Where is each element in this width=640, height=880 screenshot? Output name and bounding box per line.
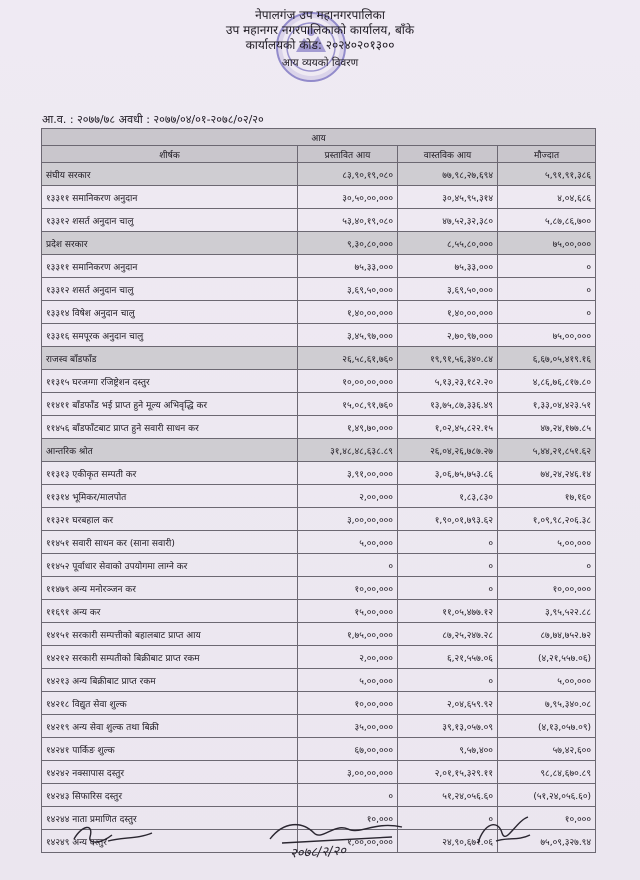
row-actual-cell: २४,९०,६७२.०६ [398,830,498,853]
row-proposed-cell: ३,९१,००,००० [298,462,398,485]
row-balance-cell: ३,९५,५२२.८८ [498,600,596,623]
row-proposed-cell: ३१,४८,४८,६३८.८९ [298,439,398,462]
table-row [42,324,596,347]
row-actual-cell: ७५,३३,००० [398,255,498,278]
row-title-cell: १३३११ समानिकरण अनुदान [42,255,298,278]
row-balance-cell: ४,०४,६८६ [498,186,596,209]
row-balance-cell: ७४,२४,२४६.१४ [498,462,596,485]
table-column-header-row [42,146,596,163]
table-row [42,646,596,669]
table-row [42,508,596,531]
row-title-cell: ११३२१ घरबहाल कर [42,508,298,531]
row-balance-cell: ७५,००,००० [498,232,596,255]
row-title-cell: १४२४१ पार्किङ शुल्क [42,738,298,761]
row-title-cell: १४२४४ नाता प्रमाणित दस्तुर [42,807,298,830]
row-actual-cell: ४७,५२,३२,३८० [398,209,498,232]
row-balance-cell: १०,००,००० [498,577,596,600]
row-proposed-cell: १०,००,००,००० [298,370,398,393]
table-row [42,485,596,508]
row-balance-cell: ५,००,००० [498,669,596,692]
row-proposed-cell: १,४९,७०,००० [298,416,398,439]
row-actual-cell: १,४०,००,००० [398,301,498,324]
row-actual-cell: ३९,१३,०५७.०९ [398,715,498,738]
row-balance-cell: ५,८७,८६,७०० [498,209,596,232]
row-title-cell: ११४५१ सवारी साधन कर (साना सवारी) [42,531,298,554]
row-title-cell: ११४५२ पूर्वाधार सेवाको उपयोगमा लाग्ने कर [42,554,298,577]
table-group-header: आय [42,129,596,146]
signature-date: २०७८/२/२० [289,843,347,862]
row-balance-cell: (५१,२४,०५६.६०) [498,784,596,807]
row-actual-cell: १३,७५,८७,३३६.४९ [398,393,498,416]
row-proposed-cell: १५,००,००० [298,600,398,623]
row-actual-cell: ० [398,554,498,577]
row-actual-cell: २६,०४,२६,७८७.२७ [398,439,498,462]
table-row [42,692,596,715]
table-section-row [42,439,596,462]
row-proposed-cell: ३,००,००,००० [298,761,398,784]
row-balance-cell: ० [498,278,596,301]
row-proposed-cell: २,००,००० [298,485,398,508]
row-balance-cell: ० [498,301,596,324]
income-table [41,128,596,853]
row-actual-cell: २,७०,९७,००० [398,324,498,347]
column-header-balance: मौज्दात [498,146,596,163]
row-title-cell: ११३१३ एकीकृत सम्पती कर [42,462,298,485]
row-actual-cell: २,०१,१५,३२९.११ [398,761,498,784]
row-balance-cell: ५,९१,९१,३८६ [498,163,596,186]
row-actual-cell: १,८३,८३० [398,485,498,508]
row-title-cell: १३३११ समानिकरण अनुदान [42,186,298,209]
row-balance-cell: ० [498,554,596,577]
row-title-cell: १४२४३ सिफारिस दस्तुर [42,784,298,807]
row-proposed-cell: १,७५,००,००० [298,623,398,646]
row-balance-cell: ७५,००,००० [498,324,596,347]
table-row [42,784,596,807]
table-row [42,623,596,646]
row-proposed-cell: २६,५८,६१,७६० [298,347,398,370]
signature-left [68,815,158,855]
row-title-cell: ११४७९ अन्य मनोरञ्जन कर [42,577,298,600]
fiscal-period: आ.व. : २०७७/७८ अवधी : २०७७/०४/०१-२०७८/०२/२० [42,113,264,126]
row-title-cell: १३३१६ समपूरक अनुदान चालु [42,324,298,347]
row-proposed-cell: ० [298,784,398,807]
row-title-cell: १३३१४ विषेश अनुदान चालु [42,301,298,324]
row-proposed-cell: १०,००,००० [298,577,398,600]
row-proposed-cell: १,४०,००,००० [298,301,398,324]
row-title-cell: १३३१२ शसर्त अनुदान चालु [42,209,298,232]
row-proposed-cell: १०,००० [298,807,398,830]
row-actual-cell: ० [398,807,498,830]
row-proposed-cell: ९,३०,८०,००० [298,232,398,255]
row-actual-cell: ८७,२५,२४७.२८ [398,623,498,646]
row-balance-cell: ५,४४,२१,८५१.६२ [498,439,596,462]
row-balance-cell: (४,२१,५५७.०६) [498,646,596,669]
row-proposed-cell: १,००,००,००० [298,830,398,853]
table-row [42,416,596,439]
row-balance-cell: ७५,०९,३२७.९४ [498,830,596,853]
table-row [42,186,596,209]
row-title-cell: संघीय सरकार [42,163,298,186]
header-subtitle: आय व्ययको विवरण [281,57,359,69]
row-actual-cell: २,०४,६५९.९२ [398,692,498,715]
row-proposed-cell: ३५,००,००० [298,715,398,738]
row-title-cell: ११४११ बाँडफाँड भई प्राप्त हुने मूल्य अभिवृद्धि कर [42,393,298,416]
row-balance-cell: १,०९,९८,२०६.३८ [498,508,596,531]
row-title-cell: १४१५१ सरकारी सम्पत्तीको बहालबाट प्राप्त आय [42,623,298,646]
row-proposed-cell: २,००,००० [298,646,398,669]
row-actual-cell: ११,०५,४७७.१२ [398,600,498,623]
table-row [42,301,596,324]
row-actual-cell: ५,१३,२३,१८२.२० [398,370,498,393]
header-line-2: उप महानगर नगरपालिकाको कार्यालय, बाँके [225,23,415,37]
table-row [42,209,596,232]
row-actual-cell: ० [398,531,498,554]
row-balance-cell: ८७,७४,७५२.७२ [498,623,596,646]
table-row [42,255,596,278]
row-balance-cell: १०,००० [498,807,596,830]
table-row [42,278,596,301]
row-proposed-cell: ३,६९,५०,००० [298,278,398,301]
row-proposed-cell: १०,००,००० [298,692,398,715]
row-proposed-cell: १५,०८,९१,७६० [298,393,398,416]
row-actual-cell: ० [398,577,498,600]
table-row [42,577,596,600]
row-title-cell: आन्तरिक श्रोत [42,439,298,462]
header-line-1: नेपालगंज उप महानगरपालिका [255,8,385,22]
row-balance-cell: ७,९५,३४०.०८ [498,692,596,715]
table-row [42,462,596,485]
row-title-cell: १४२१३ अन्य बिक्रीबाट प्राप्त रकम [42,669,298,692]
table-section-row [42,232,596,255]
row-actual-cell: ५१,२४,०५६.६० [398,784,498,807]
row-actual-cell: १,०२,४५,८२२.१५ [398,416,498,439]
row-actual-cell: ३,६९,५०,००० [398,278,498,301]
row-actual-cell: ६,२१,५५७.०६ [398,646,498,669]
table-group-header-row [42,129,596,146]
row-actual-cell: ९,५७,४०० [398,738,498,761]
row-title-cell: १३३१२ शसर्त अनुदान चालु [42,278,298,301]
row-actual-cell: ७७,९८,२७,६९४ [398,163,498,186]
row-actual-cell: ० [398,669,498,692]
table-row [42,600,596,623]
row-balance-cell: ६,६७,०५,४१९.१६ [498,347,596,370]
table-row [42,669,596,692]
row-actual-cell: ३०,४५,९५,३१४ [398,186,498,209]
row-title-cell: ११३१५ घरजग्गा रजिष्ट्रेशन दस्तुर [42,370,298,393]
income-table-body [42,163,596,853]
row-actual-cell: ३,०६,७५,७५३.८६ [398,462,498,485]
row-title-cell: १४२४९ अन्य दस्तुर [42,830,298,853]
row-balance-cell: ५,००,००० [498,531,596,554]
row-title-cell: १४२१८ विद्युत सेवा शुल्क [42,692,298,715]
row-proposed-cell: ३,४५,९७,००० [298,324,398,347]
row-actual-cell: १,९०,०१,७९३.६२ [398,508,498,531]
row-title-cell: राजस्व बाँडफाँड [42,347,298,370]
row-proposed-cell: ३,००,००,००० [298,508,398,531]
row-balance-cell: ४७,२४,१७७.८५ [498,416,596,439]
table-row [42,761,596,784]
row-balance-cell: (४,१३,०५७.०९) [498,715,596,738]
column-header-actual: वास्तविक आय [398,146,498,163]
row-actual-cell: ८,५५,८०,००० [398,232,498,255]
row-title-cell: ११३१४ भूमिकर/मालपोत [42,485,298,508]
row-proposed-cell: ५३,४०,१९,०८० [298,209,398,232]
table-row [42,531,596,554]
row-proposed-cell: ६७,००,००० [298,738,398,761]
office-header [0,8,640,71]
header-line-3: कार्यालयको कोड: २०२४०२०१३०० [245,38,395,52]
row-actual-cell: १९,९१,५६,३४०.८४ [398,347,498,370]
row-title-cell: १४२४२ नक्सापास दस्तुर [42,761,298,784]
row-proposed-cell: ५,००,००० [298,669,398,692]
row-balance-cell: ९८,८४,६७०.८९ [498,761,596,784]
table-section-row [42,347,596,370]
row-proposed-cell: ५,००,००० [298,531,398,554]
table-row [42,393,596,416]
row-proposed-cell: ७५,३३,००० [298,255,398,278]
row-title-cell: प्रदेश सरकार [42,232,298,255]
row-proposed-cell: ८३,९०,१९,०८० [298,163,398,186]
signature-right [468,811,538,855]
row-title-cell: ११४५६ बाँडफाँटबाट प्राप्त हुने सवारी साधन कर [42,416,298,439]
row-title-cell: १४२१९ अन्य सेवा शुल्क तथा बिक्री [42,715,298,738]
column-header-proposed: प्रस्तावित आय [298,146,398,163]
row-balance-cell: १,३३,०४,४२३.५१ [498,393,596,416]
row-balance-cell: ० [498,255,596,278]
table-section-row [42,163,596,186]
table-row [42,715,596,738]
table-row [42,738,596,761]
row-title-cell: १४२१२ सरकारी सम्पतीको बिक्रीबाट प्राप्त रकम [42,646,298,669]
row-balance-cell: ५७,४२,६०० [498,738,596,761]
column-header-title: शीर्षक [42,146,298,163]
table-row [42,554,596,577]
row-balance-cell: १७,१६० [498,485,596,508]
row-proposed-cell: ० [298,554,398,577]
table-row [42,370,596,393]
row-balance-cell: ४,८६,७६,८१७.८० [498,370,596,393]
row-title-cell: ११६९१ अन्य कर [42,600,298,623]
row-proposed-cell: ३०,५०,००,००० [298,186,398,209]
